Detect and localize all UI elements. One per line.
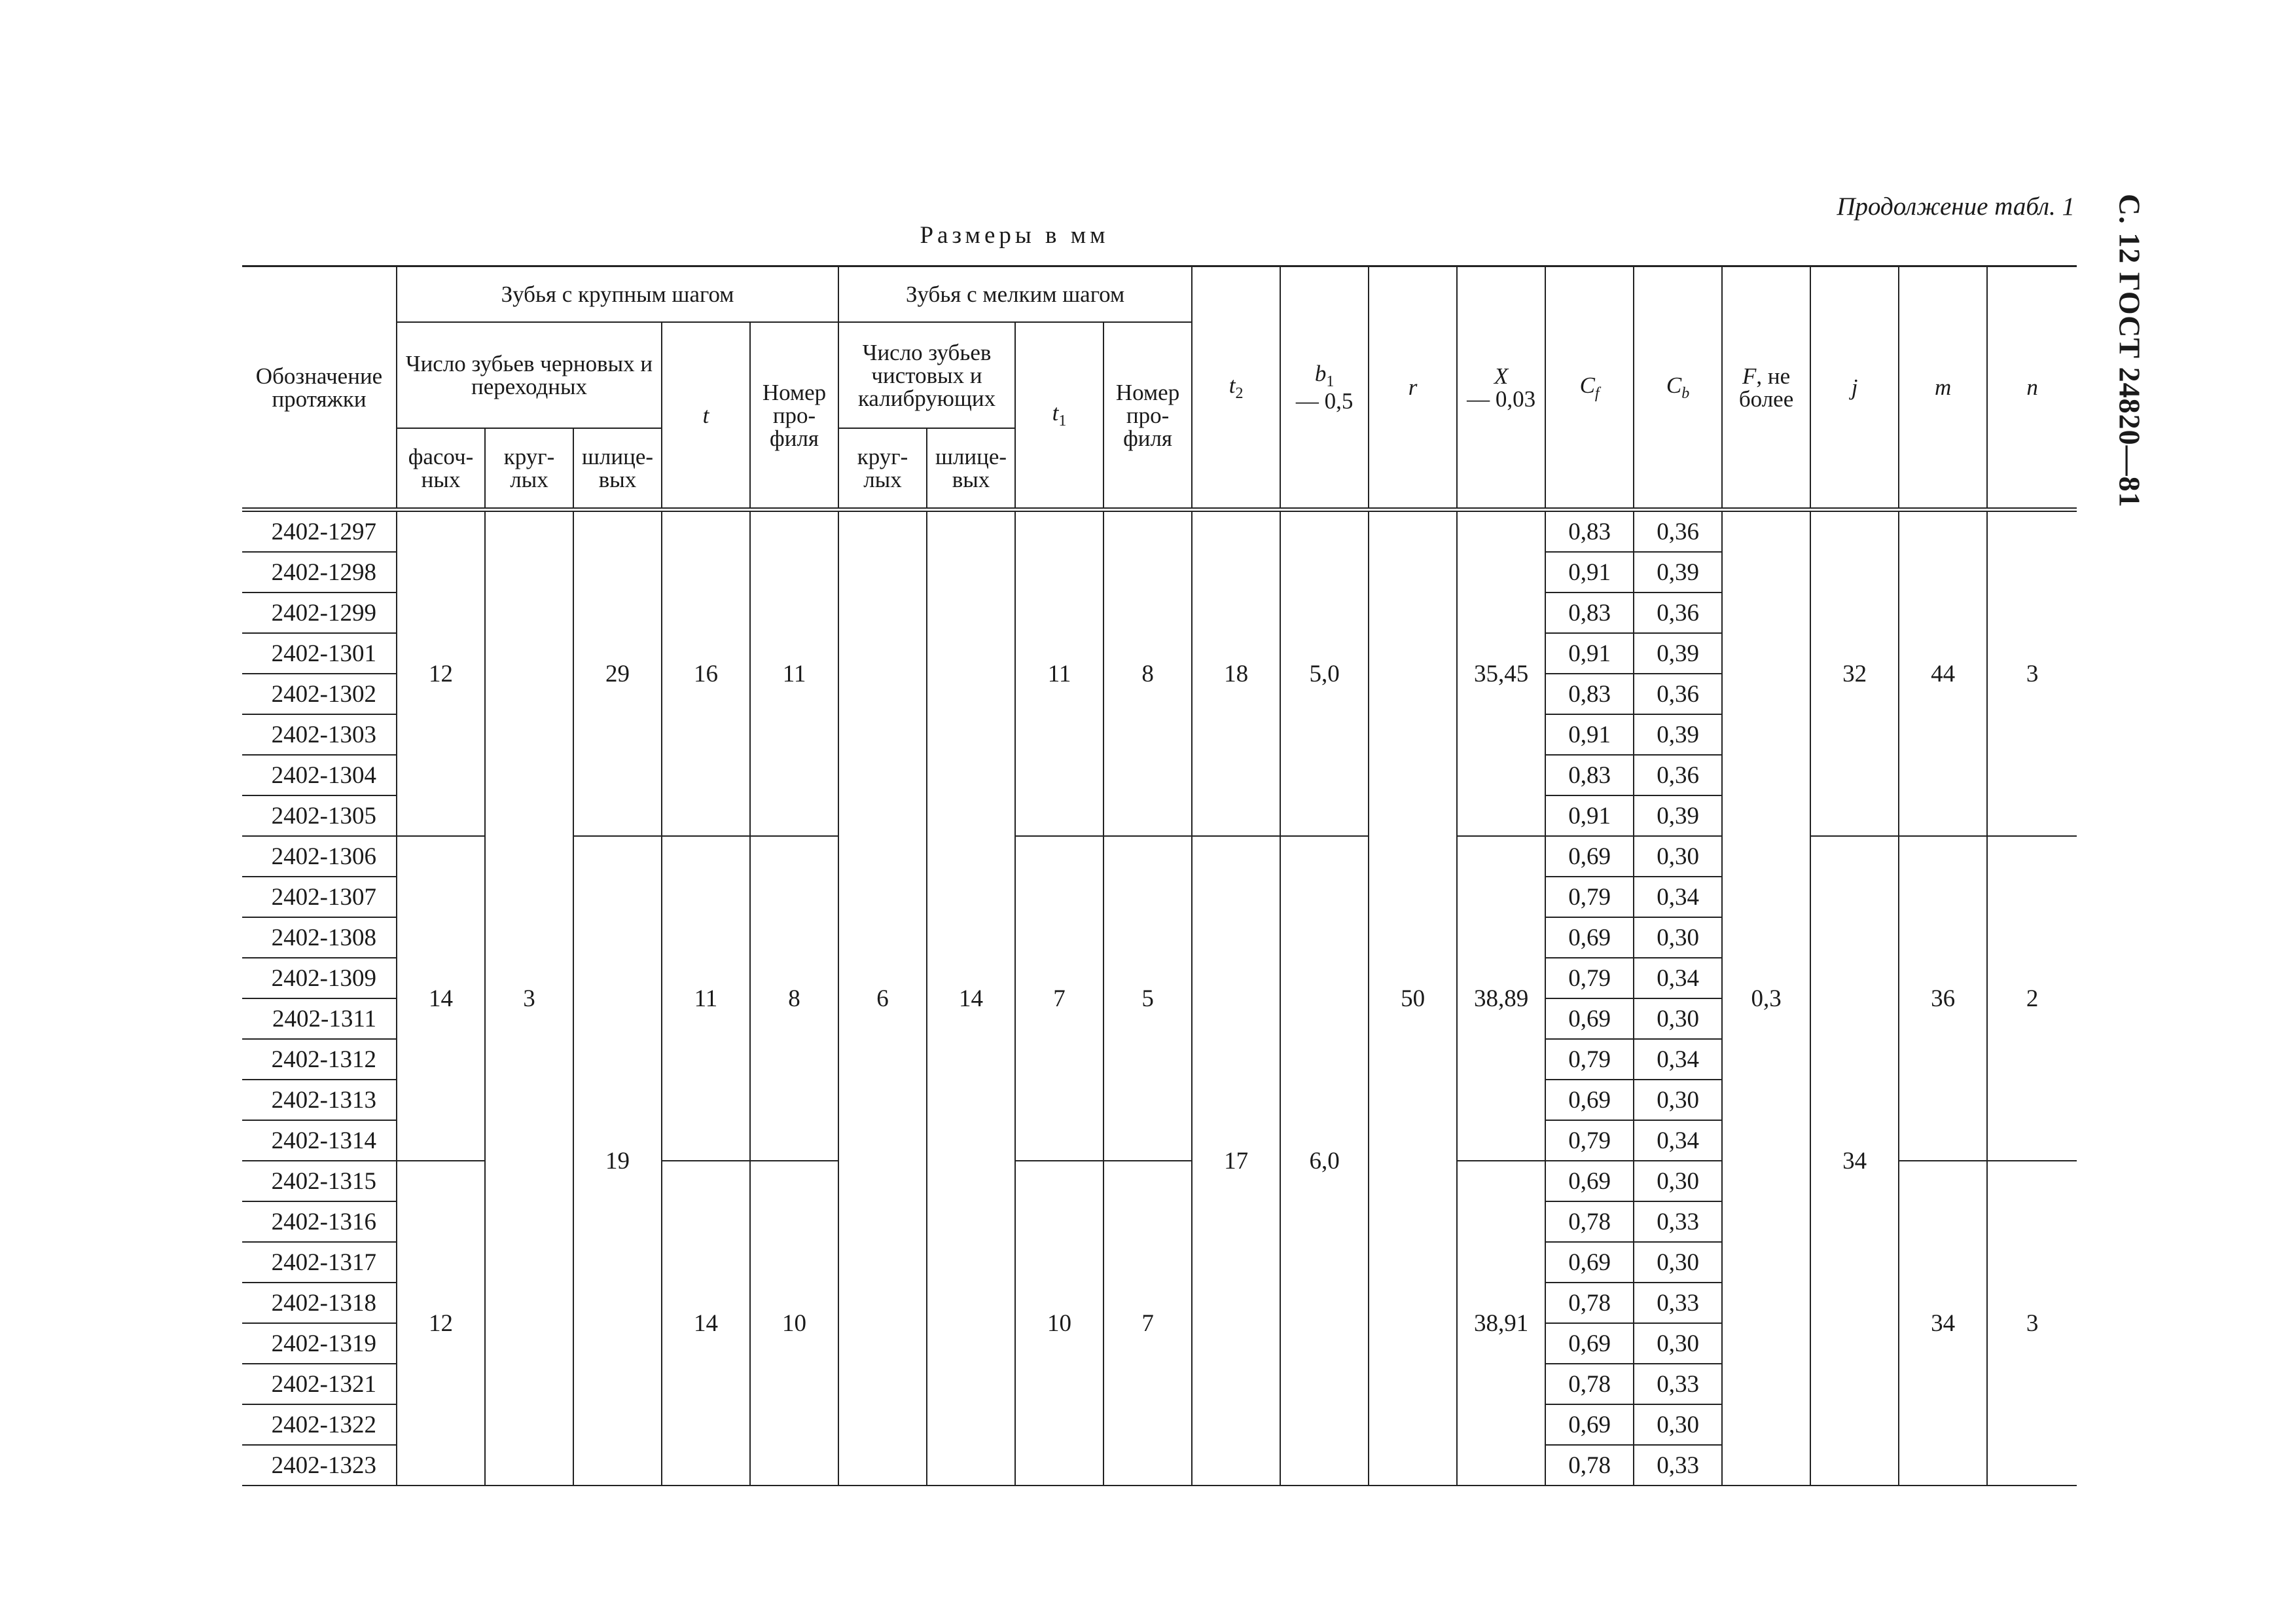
designation-cell: 2402-1323 [242,1445,397,1486]
header-t1: $t_1$ [1015,322,1103,510]
cf-cell: 0,79 [1545,1120,1634,1161]
designation-cell: 2402-1312 [242,1039,397,1080]
designation-cell: 2402-1298 [242,552,397,593]
cb-cell: 0,30 [1634,1080,1722,1120]
header-spline: шлице-вых [573,428,662,510]
designation-cell: 2402-1321 [242,1364,397,1404]
side-title-text: С. 12 ГОСТ 24820—81 [2113,194,2147,508]
header-profile-number: Номер про-филя [750,322,838,510]
cb-cell: 0,36 [1634,593,1722,633]
m-cell: 36 [1899,836,1987,1161]
header-t: t [662,322,750,510]
header-coarse-count: Число зубьев черновых и переходных [397,322,662,428]
j-cell: 32 [1810,510,1899,837]
cb-cell: 0,39 [1634,795,1722,836]
table-body [242,510,2166,1486]
designation-cell: 2402-1313 [242,1080,397,1120]
cf-cell: 0,83 [1545,593,1634,633]
cf-cell: 0,78 [1545,1201,1634,1242]
fine-profile-cell: 7 [1103,1161,1192,1486]
n-cell: 3 [1987,510,2077,837]
designation-cell: 2402-1311 [242,998,397,1039]
m-cell: 34 [1899,1161,1987,1486]
cb-cell: 0,39 [1634,552,1722,593]
chamfer-cell: 12 [397,510,485,837]
cb-cell: 0,33 [1634,1283,1722,1323]
cf-cell: 0,69 [1545,1404,1634,1445]
cf-cell: 0,69 [1545,836,1634,877]
designation-cell: 2402-1297 [242,510,397,553]
cf-cell: 0,69 [1545,1323,1634,1364]
cb-cell: 0,33 [1634,1201,1722,1242]
designation-cell: 2402-1303 [242,714,397,755]
broach-dimensions-table [242,265,2166,1486]
cf-cell: 0,69 [1545,1080,1634,1120]
header-b1: $b_1$ — 0,5 [1280,266,1369,510]
designation-cell: 2402-1319 [242,1323,397,1364]
cb-cell: 0,34 [1634,877,1722,917]
profile-cell: 8 [750,836,838,1161]
header-coarse-teeth: Зубья с крупным шагом [397,266,838,323]
header-fine-count: Число зубьев чистовых и калибрующих [838,322,1015,428]
chamfer-cell: 14 [397,836,485,1161]
header-cb: $C_b$ [1634,266,1722,510]
cb-cell: 0,36 [1634,510,1722,553]
designation-cell: 2402-1309 [242,958,397,998]
cf-cell: 0,79 [1545,958,1634,998]
x-cell: 35,45 [1457,510,1545,837]
header-r: r [1369,266,1457,510]
header-cf: $C_f$ [1545,266,1634,510]
profile-cell: 11 [750,510,838,837]
header-chamfer: фасоч-ных [397,428,485,510]
header-x: X — 0,03 [1457,266,1545,510]
spline-cell: 29 [573,510,662,837]
designation-cell: 2402-1317 [242,1242,397,1283]
x-cell: 38,89 [1457,836,1545,1161]
cb-cell: 0,30 [1634,1242,1722,1283]
cf-cell: 0,69 [1545,998,1634,1039]
designation-cell: 2402-1307 [242,877,397,917]
header-fine-round: круг-лых [838,428,927,510]
cb-cell: 0,30 [1634,1404,1722,1445]
designation-cell: 2402-1304 [242,755,397,795]
designation-cell: 2402-1314 [242,1120,397,1161]
cf-cell: 0,69 [1545,1161,1634,1201]
header-m: m [1899,266,1987,510]
cf-cell: 0,78 [1545,1364,1634,1404]
designation-cell: 2402-1316 [242,1201,397,1242]
cf-cell: 0,69 [1545,1242,1634,1283]
t-cell: 14 [662,1161,750,1486]
fine-round-cell: 6 [838,510,927,1486]
t1-cell: 7 [1015,836,1103,1161]
j-cell: 34 [1810,836,1899,1486]
cb-cell: 0,30 [1634,998,1722,1039]
cb-cell: 0,34 [1634,1120,1722,1161]
designation-cell: 2402-1301 [242,633,397,674]
cf-cell: 0,83 [1545,674,1634,714]
t-cell: 16 [662,510,750,837]
header-t2: $t_2$ [1192,266,1280,510]
cf-cell: 0,91 [1545,633,1634,674]
b1-cell: 6,0 [1280,836,1369,1486]
cf-cell: 0,79 [1545,877,1634,917]
designation-cell: 2402-1308 [242,917,397,958]
t-cell: 11 [662,836,750,1161]
r-cell: 50 [1369,510,1457,1486]
cb-cell: 0,36 [1634,755,1722,795]
cb-cell: 0,30 [1634,836,1722,877]
header-fine-teeth: Зубья с мелким шагом [838,266,1192,323]
designation-cell: 2402-1306 [242,836,397,877]
t1-cell: 10 [1015,1161,1103,1486]
designation-cell: 2402-1305 [242,795,397,836]
t1-cell: 11 [1015,510,1103,837]
t2-cell: 17 [1192,836,1280,1486]
header-fine-profile-number: Номер про-филя [1103,322,1192,510]
cf-cell: 0,69 [1545,917,1634,958]
profile-cell: 10 [750,1161,838,1486]
cf-cell: 0,91 [1545,795,1634,836]
cb-cell: 0,39 [1634,633,1722,674]
header-round: круг-лых [485,428,573,510]
m-cell: 44 [1899,510,1987,837]
cf-cell: 0,79 [1545,1039,1634,1080]
cb-cell: 0,39 [1634,714,1722,755]
fine-profile-cell: 8 [1103,510,1192,837]
designation-cell: 2402-1299 [242,593,397,633]
b1-cell: 5,0 [1280,510,1369,837]
fine-profile-cell: 5 [1103,836,1192,1161]
chamfer-cell: 12 [397,1161,485,1486]
designation-cell: 2402-1302 [242,674,397,714]
cb-cell: 0,34 [1634,958,1722,998]
cf-cell: 0,83 [1545,755,1634,795]
designation-cell: 2402-1322 [242,1404,397,1445]
fine-spline-cell: 14 [927,510,1015,1486]
continuation-note: Продолжение табл. 1 [1837,192,2075,221]
cb-cell: 0,30 [1634,1161,1722,1201]
x-cell: 38,91 [1457,1161,1545,1486]
cf-cell: 0,78 [1545,1445,1634,1486]
n-cell: 3 [1987,1161,2077,1486]
cf-cell: 0,91 [1545,714,1634,755]
table-row [242,510,2166,553]
spline-cell: 19 [573,836,662,1486]
designation-cell: 2402-1318 [242,1283,397,1323]
cb-cell: 0,30 [1634,917,1722,958]
cf-cell: 0,91 [1545,552,1634,593]
cf-cell: 0,78 [1545,1283,1634,1323]
header-f: F, не более [1722,266,1810,510]
header-j: j [1810,266,1899,510]
cb-cell: 0,36 [1634,674,1722,714]
round-cell: 3 [485,510,573,1486]
cf-cell: 0,83 [1545,510,1634,553]
cb-cell: 0,30 [1634,1323,1722,1364]
header-n: n [1987,266,2077,510]
cb-cell: 0,33 [1634,1445,1722,1486]
f-cell: 0,3 [1722,510,1810,1486]
n-cell: 2 [1987,836,2077,1161]
units-caption: Размеры в мм [920,222,1109,249]
t2-cell: 18 [1192,510,1280,837]
header-fine-spline: шлице-вых [927,428,1015,510]
designation-cell: 2402-1315 [242,1161,397,1201]
cb-cell: 0,33 [1634,1364,1722,1404]
cb-cell: 0,34 [1634,1039,1722,1080]
header-designation: Обозначение протяжки [242,266,397,510]
